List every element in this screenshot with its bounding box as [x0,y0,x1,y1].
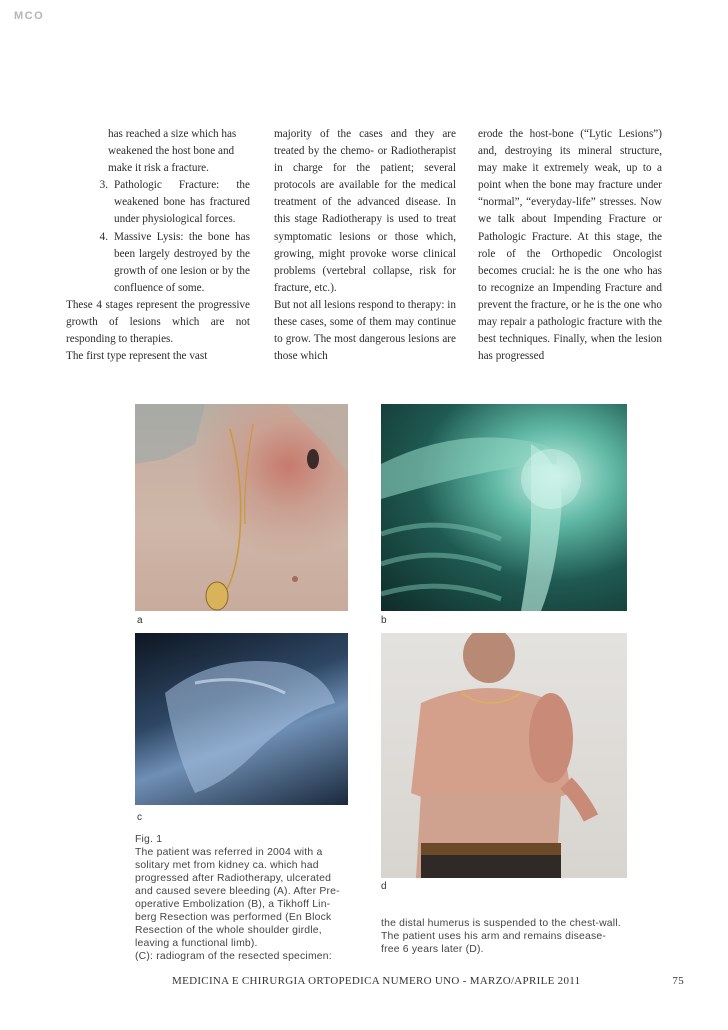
list-text: Massive Lysis: the bone has been largely destroyed by the growth of one lesion or by the confluence of some. [114,230,250,294]
journal-name: MEDICINA E CHIRURGIA ORTOPEDICA NUMERO UNO - MARZO/APRILE 2011 [172,975,581,987]
caption-line: The patient was referred in 2004 with a [135,847,323,858]
paragraph: These 4 stages represent the progressive growth of lesions which are not responding to therapies. [66,298,250,346]
panel-label-c: c [137,812,142,823]
caption-line: operative Embolization (B), a Tikhoff Lin- [135,899,331,910]
shoulder-photo-art [135,404,348,611]
panel-label-a: a [137,615,143,626]
list-item-2-continuation: has reached a size which has [108,128,237,140]
caption-line: and caused severe bleeding (A). After Pre- [135,886,340,897]
list-item-4 [66,229,250,297]
caption-line: leaving a functional limb). [135,938,258,949]
caption-line: solitary met from kidney ca. which had [135,860,319,871]
caption-line: Fig. 1 [135,834,163,845]
paragraph: erode the host-bone (“Lytic Lesions”) and, destroying its mineral structure, may make it extremely weak, up to a point when the bone may fracture under “normal”, “everyday-life” stresses. Now we talk about Impending Fracture or Pathologic Fracture. At this stage, the role of the Orthopedic Oncologist becomes crucial: he is the one who has to recognize an Impending Fracture and prevent the fracture, or he is the one who may repair a pathologic fracture with the best techniques. Finally, when the lesion has progressed [478,128,662,363]
section-tag: MCO [14,10,45,22]
xray-art [381,404,627,611]
paragraph: The first type represent the vast [66,350,208,363]
panel-label-d: d [381,881,387,892]
text-column-2 [274,126,456,365]
radiogram-art [135,633,348,805]
caption-line: (C): radiogram of the resected specimen: [135,951,332,962]
figure-photo-a-shoulder [135,404,348,611]
paragraph: majority of the cases and they are treated by the chemo- or Radiotherapist in charge for the patient; several protocols are available for the medical treatment of the advanced disease. In this stage Radiotherapy is used to treat symptomatic lesions or those which, growing, might provoke worse clinical problems (vertebral collapse, risk for fracture, etc.). [274,128,456,294]
list-item-3 [66,177,250,228]
figure-radiogram-c [135,633,348,805]
panel-label-b: b [381,615,387,626]
caption-line: Resection of the whole shoulder girdle, [135,925,322,936]
caption-line: progressed after Radiotherapy, ulcerated [135,873,332,884]
list-number: 4. [99,230,108,243]
caption-line: The patient uses his arm and remains disease- [381,931,607,942]
figure-caption-left [135,833,340,963]
caption-line: the distal humerus is suspended to the chest-wall. [381,918,621,929]
figure-photo-d-patient [381,633,627,878]
caption-line: berg Resection was performed (En Block [135,912,332,923]
text-column-1 [66,126,250,365]
list-text: Pathologic Fracture: the weakened bone has fractured under physiological forces. [114,179,250,226]
page-number: 75 [672,975,684,987]
patient-photo-art [381,633,627,878]
paragraph: But not all lesions respond to therapy: in these cases, some of them may continue to grow. The most dangerous lesions are those which [274,298,456,363]
list-item-2-continuation: weakened the host bone and [108,145,235,158]
caption-line: free 6 years later (D). [381,944,484,955]
list-item-2-continuation: make it risk a fracture. [108,162,209,175]
figure-xray-b [381,404,627,611]
text-column-3 [478,126,662,365]
figure-caption-right [381,917,621,956]
list-number: 3. [99,179,108,192]
